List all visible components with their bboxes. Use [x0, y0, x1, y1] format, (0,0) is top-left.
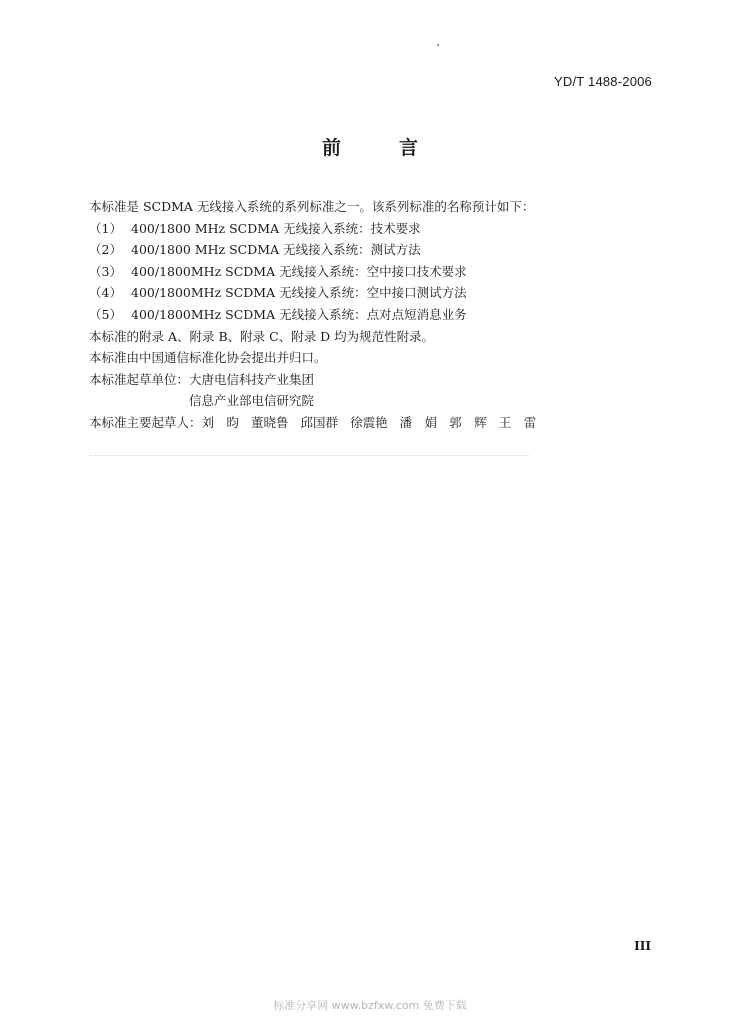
drafter-name: 王 雷	[498, 414, 537, 430]
list-item-text: 400/1800 MHz SCDMA 无线接入系统：技术要求	[131, 220, 421, 236]
watermark: 标准分享网 www.bzfxw.com 免费下载	[273, 999, 467, 1012]
list-item-text: 400/1800 MHz SCDMA 无线接入系统：测试方法	[131, 242, 421, 258]
list-item	[89, 304, 669, 326]
title-char-1: 前	[321, 137, 341, 159]
list-item-number: （1）	[89, 220, 122, 236]
list-item-number: （3）	[89, 263, 122, 279]
drafter-name: 邱国群	[300, 414, 339, 430]
list-item-number: （2）	[89, 242, 122, 258]
drafting-units-label: 本标准起草单位：	[89, 371, 190, 387]
scan-divider	[90, 455, 530, 456]
intro-paragraph: 本标准是 SCDMA 无线接入系统的系列标准之一。该系列标准的名称预计如下：	[89, 199, 535, 214]
list-item-text: 400/1800MHz SCDMA 无线接入系统：点对点短消息业务	[131, 306, 467, 322]
list-item-number: （5）	[89, 306, 122, 322]
appendix-note: 本标准的附录 A、附录 B、附录 C、附录 D 均为规范性附录。	[89, 328, 435, 344]
drafters-label: 本标准主要起草人：	[89, 414, 202, 430]
page-title	[0, 133, 740, 160]
list-item-number: （4）	[89, 285, 122, 301]
drafter-name: 刘 昀	[201, 414, 240, 430]
scan-speck	[437, 44, 439, 46]
drafting-unit: 信息产业部电信研究院	[189, 393, 315, 409]
drafting-units	[89, 369, 669, 391]
list-item	[89, 239, 669, 261]
drafters-line	[89, 412, 669, 434]
page-number: III	[634, 939, 651, 953]
drafting-unit: 大唐电信科技产业集团	[189, 371, 315, 387]
list-item	[89, 282, 669, 304]
list-item	[89, 218, 669, 240]
list-item-text: 400/1800MHz SCDMA 无线接入系统：空中接口测试方法	[131, 285, 467, 301]
standard-number: YD/T 1488-2006	[554, 74, 652, 89]
drafter-name: 潘 娟	[399, 414, 438, 430]
list-item	[89, 261, 669, 283]
title-char-2: 言	[399, 137, 419, 159]
drafter-name: 徐震艳	[350, 414, 388, 430]
foreword-body	[89, 196, 669, 434]
drafting-unit-row	[89, 390, 669, 412]
list-item-text: 400/1800MHz SCDMA 无线接入系统：空中接口技术要求	[131, 263, 467, 279]
drafter-name: 郭 辉	[449, 414, 487, 430]
drafter-name: 董晓鲁	[251, 414, 289, 430]
proposer-note: 本标准由中国通信标准化协会提出并归口。	[89, 350, 327, 366]
